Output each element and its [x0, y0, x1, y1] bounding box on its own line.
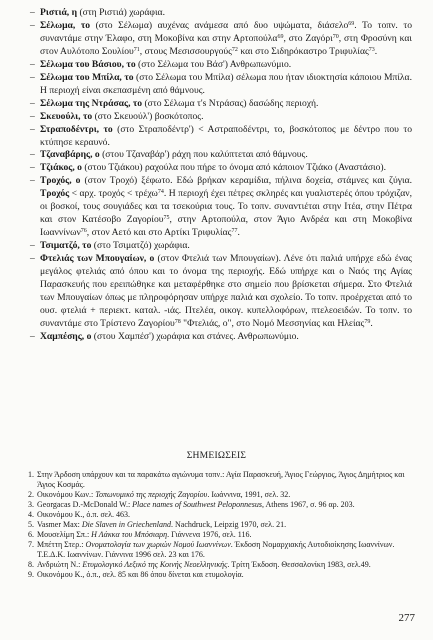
text-run: Στην Άρδοση υπάρχουν και τα παρακάτω αγιώνυμα τοπν.: Αγία Παρασκευή, Άγιος Γεώργιος, Άγιος Δημήτριος και Άγιος Κοσμάς. — [37, 470, 405, 490]
footnote-item — [28, 570, 420, 580]
footnote-number: 8. — [28, 560, 34, 570]
footnote-number: 9. — [28, 570, 34, 580]
text-run: , στους Μεσισσουργούς — [139, 45, 232, 57]
footnote-ref: 79 — [364, 318, 371, 325]
citation-title: Η Λάκκα του Μπόσιαρη — [91, 530, 168, 540]
footnote-ref: 77 — [231, 228, 238, 235]
text-run: (στο Στραποδέντρ') < Αστραποδέντρι, το, βοσκότοπος με δέντρο που το κτύπησε κεραυνό. — [40, 123, 412, 148]
entry-term: Φτελιάς των Μπουγαίων, ο — [40, 253, 155, 265]
text-run: Οικονόμου Κ., ό.π. σελ. 463. — [37, 510, 131, 520]
toponym-entry — [30, 72, 412, 98]
page-number: 277 — [398, 612, 415, 624]
footnote-item — [28, 520, 420, 530]
text-run: Οικονόμου Κων.: — [37, 490, 96, 500]
text-run: Georgacas D.-McDonald W.: — [37, 500, 133, 510]
entry-term: Τσιματζό, το — [40, 240, 92, 252]
citation-title: Die Slaven in Griechenland — [81, 520, 171, 530]
toponym-entries — [30, 7, 412, 344]
entry-dash: – — [30, 97, 35, 109]
entry-dash: – — [30, 58, 35, 70]
entry-term: Στραποδέντρι, το — [40, 123, 113, 135]
footnote-item — [28, 540, 420, 560]
text-run: . — [374, 45, 378, 57]
text-run: , στον Αετό και στο Αρτίκι Τριφυλίας — [86, 227, 232, 239]
entry-term: Σέλωμα της Ντράσας, το — [40, 97, 143, 109]
text-run: . Γιάννενα 1976, σελ. 116. — [167, 530, 252, 540]
entry-term: Ριστιά, η — [40, 7, 78, 18]
citation-title: Place names of Southwest Peloponnesus — [132, 500, 262, 510]
text-run: (στο Σέλωμα) αυχένας ανάμεσα από δυο υψώματα, διάσελο — [90, 19, 349, 31]
text-run: (στο Σέλωμα του Μπίλα) σέλωμα που ήταν ιδιοκτησία κάποιου Μπίλα. Η περιοχή είναι σκεπασμένη από θάμνους. — [40, 71, 412, 96]
toponym-entry — [30, 175, 412, 240]
toponym-entry — [30, 98, 412, 111]
toponym-entry — [30, 124, 412, 150]
text-run: Μουσελίμη Σπ.: — [37, 530, 92, 540]
text-run: , στην Αρτοπούλα, στον Άγιο Ανδρέα και στη Μοκοβίνα Ιωαννίνων — [40, 214, 412, 239]
entry-dash: – — [30, 240, 35, 252]
footnote-ref: 70 — [332, 33, 339, 40]
entry-dash: – — [30, 123, 35, 135]
entry-term: Τζαναβάρης, ο — [40, 149, 100, 161]
footnote-number: 1. — [28, 470, 34, 479]
entry-term: Σκευούλι, το — [40, 110, 93, 122]
text-run: . — [237, 227, 240, 239]
text-run: "Φτελιάς, ο", στο Νομό Μεσσηνίας και Ηλείας — [180, 317, 365, 329]
footnote-ref: 69 — [277, 33, 284, 40]
footnote-ref: 74 — [157, 189, 164, 196]
entry-dash: – — [30, 253, 35, 265]
footnote-number: 4. — [28, 510, 34, 520]
text-run: . Ιωάννινα, 1991, σελ. 32. — [207, 490, 291, 500]
text-run: (στο Σκευούλ') βοσκότοπος. — [92, 110, 204, 122]
footnote-item — [28, 530, 420, 540]
text-run: Μπέττη Στερ.: — [37, 540, 86, 550]
entry-dash: – — [30, 149, 35, 161]
text-run: . Nachdruck, Leipzig 1970, σελ. 21. — [170, 520, 287, 530]
footnote-ref: 78 — [174, 318, 181, 325]
citation-title: Ετυμολογικό Λεξικό της Κοινής Νεοελληνικής — [82, 560, 228, 570]
toponym-entry — [30, 162, 412, 175]
entry-term: Τροχός, ο — [40, 175, 81, 187]
text-run: (στου Τζαναβάρ') ράχη που καλύπτεται από θάμνους. — [99, 149, 308, 161]
toponym-entry — [30, 253, 412, 331]
footnote-ref: 71 — [133, 46, 140, 53]
text-run: (στο Σέλωμα τ's Ντράσας) δασώδης περιοχή. — [142, 97, 319, 109]
text-run: (στον Τροχό) ξέφωτο. Εδώ βρήκαν κεραμίδια, πήλινα δοχεία, στάμνες και ζύγια. — [80, 175, 412, 187]
entry-dash: – — [30, 19, 35, 31]
entry-dash: – — [30, 71, 35, 83]
toponym-entry — [30, 20, 412, 59]
footnote-number: 5. — [28, 520, 34, 530]
footnote-ref: 75 — [163, 215, 170, 222]
text-run: . — [370, 317, 373, 329]
entry-term: Χαμπέσης, ο — [40, 330, 92, 342]
text-run: . Η περιοχή έχει πέτρες σκληρές και γυαλιστερές όπου τρόχιζαν, οι βοσκοί, τους σουγιάδες και τα τσεκούρια τους. Το τοπν. συναντιέται στην Ιτέα, στην Πέτρα και στον Κατέσοβο Ζαγορίου — [40, 188, 413, 226]
text-run: , Athens 1967, σ. 96 αρ. 203. — [261, 500, 355, 510]
footnote-item — [28, 510, 420, 520]
footnote-ref: 76 — [80, 228, 87, 235]
entry-dash: – — [30, 7, 35, 18]
entry-dash: – — [30, 110, 35, 122]
entry-term: Σέλωμα, το — [40, 19, 91, 31]
text-run: , στη Φροσύνη και στον Αυλότοπο Σουλίου — [40, 32, 412, 57]
text-run: (στη Ριστιά) χωράφια. — [77, 7, 165, 18]
toponym-entry — [30, 7, 412, 20]
citation-title: Τοπωνυμικό της περιοχής Ζαγορίου — [95, 490, 208, 500]
footnote-number: 3. — [28, 500, 34, 510]
entry-term: Σέλωμα του Μπίλα, το — [40, 71, 134, 83]
text-run: Ανδριώτη Ν.: — [37, 560, 83, 570]
entry-dash: – — [30, 175, 35, 187]
footnote-item — [28, 470, 420, 490]
text-run: . Τρίτη Έκδοση. Θεσσαλονίκη 1983, σελ.49. — [227, 560, 371, 570]
footnote-item — [28, 560, 420, 570]
text-run: < αρχ. τροχός < τρέχω — [69, 188, 158, 200]
entry-term: Σέλωμα του Βάσιου, το — [40, 58, 136, 70]
toponym-entry — [30, 59, 412, 72]
text-run: , στο Ζαγόρι — [283, 32, 333, 44]
text-run: (στο Τσιματζό) χωράφια. — [91, 240, 190, 252]
entry-dash: – — [30, 162, 35, 174]
text-run: (στον Φτελιά των Μπουγαίων). Λένε ότι παλιά υπήρχε εδώ ένας μεγάλος φτελιάς από όπου και το όνομα της περιοχής. Εδώ υπήρχε και ο Ναός της Αγίας Παρασκευής που ερειπώθηκε και μεταφέρθηκε στο σημείο που βρίσκεται σήμερα. Στο Φτελιά των Μπουγαίων όπως με πληροφόρησαν υπήρχε παλιά και σχολείο. Το τοπν. προέρχεται από το ουσ. φτελιά + περιεκτ. καταλ. -ιάς. Πτελέα, οικογ. κυπελλοφόρων, πτελεοειδών. Το τοπν. το συναντάμε στο Τρίστενο Ζαγορίου — [40, 253, 412, 329]
text-run: Οικονόμου Κ., ό.π., σελ. 85 και 86 όπου δίνεται και ετυμολογία. — [37, 570, 244, 580]
toponym-entry — [30, 149, 412, 162]
footnote-number: 6. — [28, 530, 34, 540]
text-run: (στο Σέλωμα του Βάσ') Ανθρωπωνύμιο. — [135, 58, 292, 70]
text-run: (στου Χαμπέσ') χωράφια και στάνες. Ανθρωπωνύμιο. — [91, 330, 299, 342]
footnote-ref: 73 — [368, 46, 375, 53]
footnote-number: 7. — [28, 540, 34, 550]
footnote-item — [28, 490, 420, 500]
footnote-ref: 69 — [348, 20, 355, 27]
text-run: (στου Τζιάκου) ραχούλα που πήρε το όνομα από κάποιον Τζιάκο (Αναστάσιο). — [81, 162, 386, 174]
toponym-entry — [30, 240, 412, 253]
toponym-entry — [30, 331, 412, 344]
text-run: Vasmer Max: — [37, 520, 82, 530]
footnote-number: 2. — [28, 490, 34, 500]
footnote-ref: 72 — [231, 46, 238, 53]
text-run: και στο Σιδηρόκαστρο Τριφυλίας — [237, 45, 369, 57]
text-run: . Το τοπν. το συναντάμε στην Έλαφο, στη Μοκοβίνα και στην Αρτοπούλα — [40, 19, 413, 44]
notes-heading: ΣΗΜΕΙΩΣΕΙΣ — [186, 450, 247, 461]
footnote-item — [28, 500, 420, 510]
citation-title: Ονοματολογία των χωριών Νομού Ιωαννίνων — [85, 540, 231, 550]
toponym-entry — [30, 111, 412, 124]
text-run: . Έκδοση Νομαρχιακής Αυτοδιοίκησης Ιωαννίνων. Τ.Ε.Δ.Κ. Ιωαννίνων. Γιάννινα 1996 σελ. 23 και 176. — [37, 540, 395, 560]
entry-term: Τζιάκος, ο — [40, 162, 82, 174]
notes-list — [28, 470, 420, 581]
entry-dash: – — [30, 330, 35, 342]
entry-term: Τροχός — [40, 188, 70, 200]
